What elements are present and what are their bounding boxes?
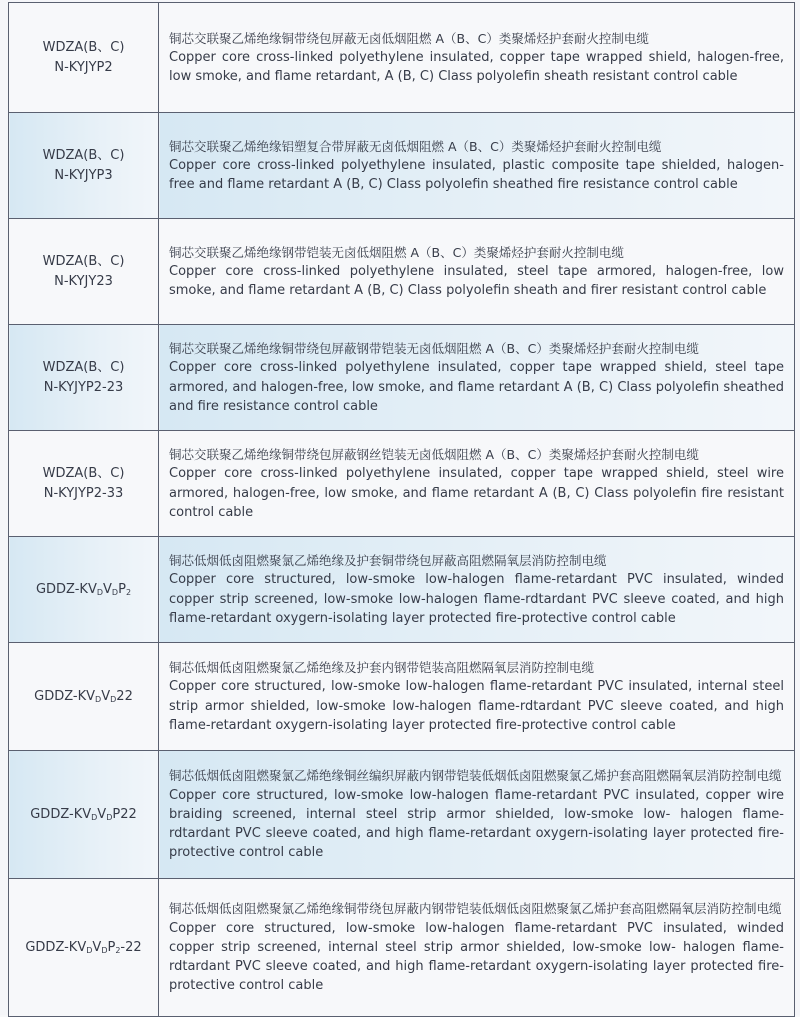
- model-line: WDZA(B、C): [42, 465, 125, 481]
- english-description: Copper core cross-linked polyethylene insulated, copper tape wrapped shield, steel wire armored, halogen-free, low smoke, and flame retardant A (B, C) Class polyolefin fire resistant control cable: [169, 466, 784, 520]
- model-code: [13, 687, 154, 707]
- model-code-subscript: D: [86, 945, 93, 955]
- model-code-subscript: D: [110, 694, 117, 704]
- model-code-part: P: [118, 581, 126, 597]
- model-code-subscript: D: [101, 945, 108, 955]
- table-row: [9, 325, 795, 431]
- table-row: [9, 431, 795, 537]
- model-code-part: V: [103, 581, 112, 597]
- description-cell: [159, 219, 795, 325]
- model-code-subscript: D: [95, 694, 102, 704]
- table-row: [9, 879, 795, 1017]
- model-line: N-KYJYP2-33: [43, 485, 124, 501]
- model-code-subscript: D: [91, 812, 98, 822]
- model-code-part: V: [101, 688, 111, 704]
- model-code: [13, 805, 154, 825]
- chinese-description: 铜芯交联聚乙烯绝缘铝塑复合带屏蔽无卤低烟阻燃 A（B、C）类聚烯烃护套耐火控制电缆: [169, 138, 662, 154]
- model-code-part: GDDZ-KV: [25, 939, 87, 955]
- description-cell: [159, 537, 795, 643]
- table-row: [9, 113, 795, 219]
- model-code-part: -22: [120, 939, 142, 955]
- english-description: Copper core structured, low-smoke low-halogen flame-retardant PVC insulated, internal steel strip armor shielded, low-smoke low-halogen flame-rdtardant PVC sleeve coated, and high flame-retardant oxygern-isolating layer protected fire-protective control cable: [169, 679, 784, 733]
- model-code-part: P22: [112, 806, 137, 822]
- model-code-part: GDDZ-KV: [34, 688, 96, 704]
- model-line: N-KYJYP3: [54, 167, 113, 183]
- description-cell: [159, 431, 795, 537]
- model-line: WDZA(B、C): [42, 253, 125, 269]
- description-cell: [159, 879, 795, 1017]
- model-line: WDZA(B、C): [42, 39, 125, 55]
- model-code: [13, 938, 154, 958]
- english-description: Copper core cross-linked polyethylene insulated, copper tape wrapped shield, steel tape armored, and halogen-free, low smoke, and flame retardant A (B, C) Class polyolefin sheathed and fire resistance control cable: [169, 360, 784, 414]
- chinese-description: 铜芯交联聚乙烯绝缘铜带绕包屏蔽无卤低烟阻燃 A（B、C）类聚烯烃护套耐火控制电缆: [169, 30, 649, 46]
- description-cell: [159, 751, 795, 879]
- chinese-description: 铜芯交联聚乙烯绝缘铜带绕包屏蔽钢带铠装无卤低烟阻燃 A（B、C）类聚烯烃护套耐火控制电缆: [169, 341, 699, 357]
- cable-spec-table: [8, 2, 795, 1017]
- table-row: [9, 537, 795, 643]
- chinese-description: 铜芯低烟低卤阻燃聚氯乙烯绝缘铜带绕包屏蔽内钢带铠装低烟低卤阻燃聚氯乙烯护套高阻燃隔氧层消防控制电缆: [169, 901, 782, 917]
- english-description: Copper core structured, low-smoke low-halogen flame-retardant PVC insulated, copper wire braiding screened, internal steel strip armor shielded, low-smoke low- halogen flame-rdtardant PVC sleeve coated, and high flame-retardant oxygern-isolating layer protected fire-protective control cable: [169, 787, 784, 861]
- model-code-subscript: D: [106, 812, 113, 822]
- model-code-subscript: D: [96, 587, 104, 597]
- model-line: N-KYJYP2: [54, 59, 113, 75]
- model-code-part: V: [97, 806, 107, 822]
- english-description: Copper core structured, low-smoke low-halogen flame-retardant PVC insulated, winded copper strip screened, low-smoke low-halogen flame-rdtardant PVC sleeve coated, and high flame-retardant oxygern-isolating layer protected fire-protective control cable: [169, 572, 784, 626]
- model-code-part: P: [107, 939, 116, 955]
- description-cell: [159, 325, 795, 431]
- model-code-subscript: D: [111, 587, 119, 597]
- model-line: N-KYJY23: [54, 273, 113, 289]
- model-cell: [9, 879, 159, 1017]
- english-description: Copper core structured, low-smoke low-halogen flame-retardant PVC insulated, winded copper strip screened, internal steel strip armor shielded, low-smoke low- halogen flame-rdtardant PVC sleeve coated, and high flame-retardant oxygern-isolating layer protected fire-protective control cable: [169, 920, 784, 994]
- model-code-part: V: [92, 939, 102, 955]
- model-line: WDZA(B、C): [42, 359, 125, 375]
- model-code: [13, 580, 154, 600]
- english-description: Copper core cross-linked polyethylene insulated, steel tape armored, halogen-free, low smoke, and flame retardant A (B, C) Class polyolefin sheath and firer resistant control cable: [169, 263, 784, 299]
- chinese-description: 铜芯交联聚乙烯绝缘钢带铠装无卤低烟阻燃 A（B、C）类聚烯烃护套耐火控制电缆: [169, 244, 624, 260]
- model-code-part: GDDZ-KV: [35, 581, 97, 597]
- model-cell: [9, 219, 159, 325]
- table-row: [9, 3, 795, 113]
- table-row: [9, 643, 795, 751]
- description-cell: [159, 643, 795, 751]
- model-cell: [9, 113, 159, 219]
- chinese-description: 铜芯低烟低卤阻燃聚氯乙烯绝缘铜丝编织屏蔽内钢带铠装低烟低卤阻燃聚氯乙烯护套高阻燃隔氧层消防控制电缆: [169, 768, 782, 784]
- model-cell: [9, 537, 159, 643]
- english-description: Copper core cross-linked polyethylene insulated, copper tape wrapped shield, halogen-free, low smoke, and flame retardant, A (B, C) Class polyolefin sheath resistant control cable: [169, 49, 784, 85]
- chinese-description: 铜芯交联聚乙烯绝缘铜带绕包屏蔽钢丝铠装无卤低烟阻燃 A（B、C）类聚烯烃护套耐火控制电缆: [169, 447, 699, 463]
- chinese-description: 铜芯低烟低卤阻燃聚氯乙烯绝缘及护套铜带绕包屏蔽高阻燃隔氧层消防控制电缆: [169, 553, 607, 569]
- english-description: Copper core cross-linked polyethylene insulated, plastic composite tape shielded, halogen-free and flame retardant A (B, C) Class polyolefin sheathed fire resistance control cable: [169, 157, 784, 193]
- model-code-subscript: 2: [125, 587, 132, 597]
- model-cell: [9, 3, 159, 113]
- model-code-subscript: 2: [115, 945, 121, 955]
- model-cell: [9, 643, 159, 751]
- model-cell: [9, 325, 159, 431]
- model-code-part: GDDZ-KV: [30, 806, 92, 822]
- table-row: [9, 751, 795, 879]
- description-cell: [159, 113, 795, 219]
- model-cell: [9, 751, 159, 879]
- table-row: [9, 219, 795, 325]
- model-cell: [9, 431, 159, 537]
- description-cell: [159, 3, 795, 113]
- model-line: N-KYJYP2-23: [43, 379, 124, 395]
- model-line: WDZA(B、C): [42, 147, 125, 163]
- chinese-description: 铜芯低烟低卤阻燃聚氯乙烯绝缘及护套内钢带铠装高阻燃隔氧层消防控制电缆: [169, 660, 595, 676]
- model-code-part: 22: [116, 688, 133, 704]
